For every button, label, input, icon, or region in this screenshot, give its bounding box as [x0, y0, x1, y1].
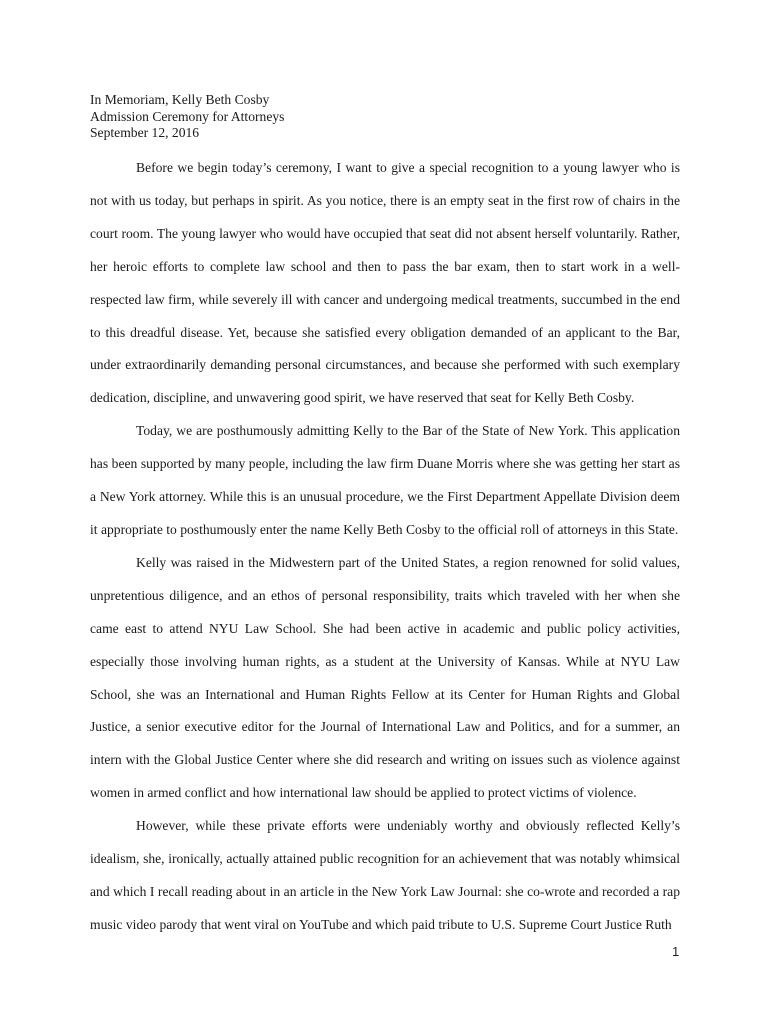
event-date: September 12, 2016: [90, 125, 200, 140]
memorial-header: [90, 92, 284, 142]
paragraph-recognition: Before we begin today’s ceremony, I want to give a special recognition to a young lawyer who is not with us today, but perhaps in spirit. As you notice, there is an empty seat in the first row of chairs in the court room. The young lawyer who would have occupied that seat did not absent herself voluntarily. Rather, her heroic efforts to complete law school and then to pass the bar exam, then to start work in a well-respected law firm, while severely ill with cancer and undergoing medical treatments, succumbed in the end to this dreadful disease. Yet, because she satisfied every obligation demanded of an applicant to the Bar, under extraordinarily demanding personal circumstances, and because she performed with such exemplary dedication, discipline, and unwavering good spirit, we have reserved that seat for Kelly Beth Cosby.: [90, 160, 680, 406]
document-body: [90, 152, 680, 942]
memorial-title: In Memoriam, Kelly Beth Cosby: [90, 92, 270, 107]
event-name: Admission Ceremony for Attorneys: [90, 108, 285, 124]
page-number: 1: [672, 944, 680, 959]
paragraph-background: Kelly was raised in the Midwestern part of the United States, a region renowned for solid values, unpretentious diligence, and an ethos of personal responsibility, traits which traveled with her when she came east to attend NYU Law School. She had been active in academic and public policy activities, especially those involving human rights, as a student at the University of Kansas. While at NYU Law School, she was an International and Human Rights Fellow at its Center for Human Rights and Global Justice, a senior executive editor for the Journal of International Law and Politics, and for a summer, an intern with the Global Justice Center where she did research and writing on issues such as violence against women in armed conflict and how international law should be applied to protect victims of violence.: [90, 554, 680, 801]
paragraph-admission: Today, we are posthumously admitting Kelly to the Bar of the State of New York. This application has been supported by many people, including the law firm Duane Morris where she was getting her start as a New York attorney. While this is an unusual procedure, we the First Department Appellate Division deem it appropriate to posthumously enter the name Kelly Beth Cosby to the official roll of attorneys in this State.: [90, 423, 680, 537]
paragraph-recognition-video: However, while these private efforts were undeniably worthy and obviously reflected Kelly’s idealism, she, ironically, actually attained public recognition for an achievement that was notably whimsical and which I recall reading about in an article in the New York Law Journal: she co-wrote and recorded a rap music video parody that went viral on YouTube and which paid tribute to U.S. Supreme Court Justice Ruth: [90, 818, 680, 932]
